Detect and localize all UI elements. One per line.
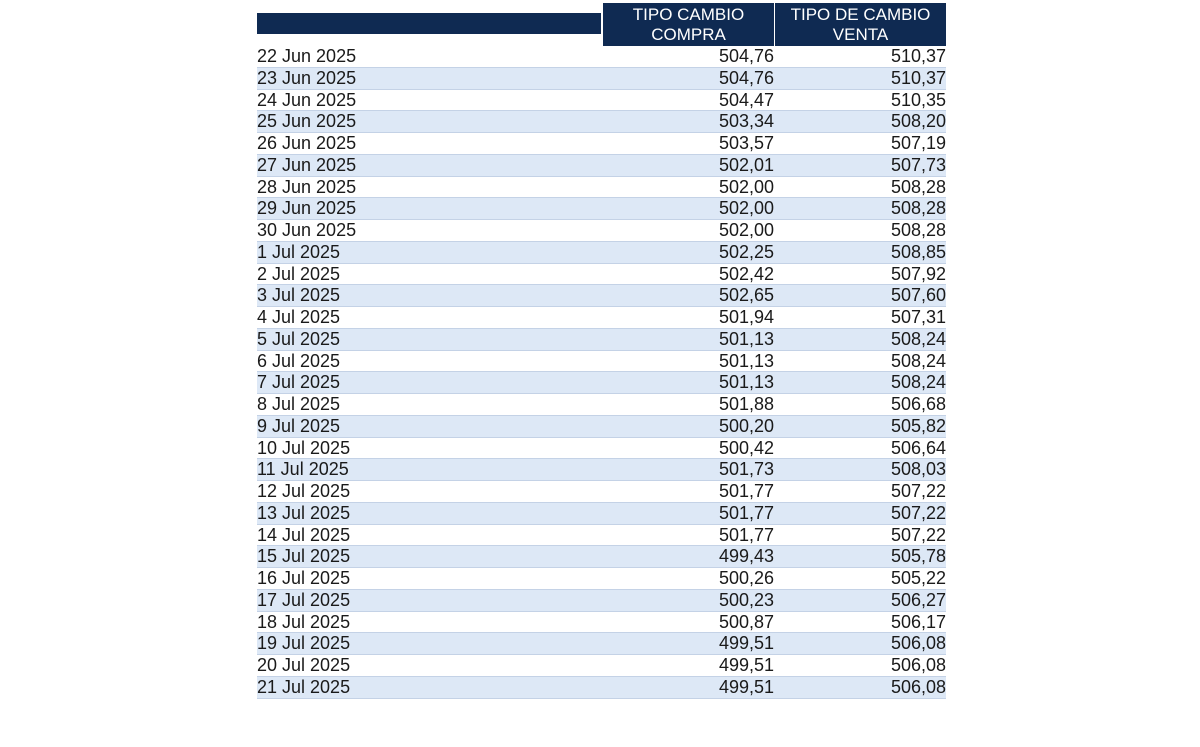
row-date: 16 Jul 2025 [257,568,351,588]
row-venta-value: 507,22 [890,481,946,501]
row-venta-value: 510,35 [890,89,946,110]
row-date: 25 Jun 2025 [257,111,357,132]
header-compra-line-2: COMPRA [651,25,726,44]
row-date: 14 Jul 2025 [257,524,351,545]
table-row [257,46,946,68]
row-compra-value: 500,20 [718,415,774,436]
table-row [257,546,946,568]
row-date: 26 Jun 2025 [257,133,357,153]
row-compra-value: 503,34 [718,111,774,132]
table-row [257,285,946,307]
table-row [257,459,946,481]
row-venta-value: 507,60 [890,285,946,306]
table-row [257,68,946,90]
header-tipo-cambio-venta [775,3,946,46]
row-venta-value: 507,31 [890,307,946,327]
row-compra-value: 501,13 [718,372,774,393]
table-row [257,438,946,460]
row-compra-value: 501,94 [718,307,774,327]
row-compra-value: 501,13 [718,350,774,371]
row-compra-value: 499,43 [718,546,774,567]
row-date: 6 Jul 2025 [257,350,341,371]
row-venta-value: 506,08 [890,633,946,654]
row-date: 28 Jun 2025 [257,176,357,197]
row-venta-value: 508,28 [890,176,946,197]
table-row [257,633,946,655]
table-row [257,177,946,199]
row-compra-value: 501,88 [718,394,774,414]
table-row [257,307,946,329]
table-row [257,416,946,438]
row-venta-value: 507,22 [890,502,946,523]
row-venta-value: 507,22 [890,524,946,545]
table-row [257,155,946,177]
row-venta-value: 510,37 [890,46,946,66]
header-tipo-cambio-compra [603,3,774,46]
row-compra-value: 504,76 [718,46,774,66]
table-row [257,372,946,394]
row-date: 22 Jun 2025 [257,46,357,66]
row-venta-value: 506,68 [890,394,946,414]
row-compra-value: 504,47 [718,89,774,110]
row-venta-value: 508,28 [890,220,946,240]
row-date: 19 Jul 2025 [257,633,351,654]
row-venta-value: 508,24 [890,372,946,393]
row-compra-value: 501,77 [718,524,774,545]
row-venta-value: 507,73 [890,154,946,175]
row-date: 27 Jun 2025 [257,154,357,175]
table-row [257,503,946,525]
table-row [257,133,946,155]
header-compra-line-1: TIPO CAMBIO [632,5,745,24]
row-date: 30 Jun 2025 [257,220,357,240]
row-compra-value: 501,77 [718,502,774,523]
row-compra-value: 502,01 [718,154,774,175]
table-row [257,220,946,242]
row-compra-value: 504,76 [718,67,774,88]
table-row [257,590,946,612]
row-compra-value: 502,25 [718,241,774,262]
row-date: 1 Jul 2025 [257,241,341,262]
row-compra-value: 499,51 [718,655,774,675]
row-venta-value: 505,78 [890,546,946,567]
row-compra-value: 503,57 [718,133,774,153]
row-compra-value: 501,73 [718,459,774,480]
table-row [257,525,946,547]
row-date: 20 Jul 2025 [257,655,351,675]
row-compra-value: 502,00 [718,198,774,219]
row-date: 2 Jul 2025 [257,263,341,284]
table-row [257,90,946,112]
row-venta-value: 507,19 [890,133,946,153]
row-compra-value: 500,26 [718,568,774,588]
row-venta-value: 506,08 [890,676,946,697]
row-venta-value: 508,24 [890,350,946,371]
row-date: 12 Jul 2025 [257,481,351,501]
row-compra-value: 502,00 [718,176,774,197]
row-date: 10 Jul 2025 [257,437,351,458]
table-row [257,264,946,286]
table-row [257,242,946,264]
row-compra-value: 501,77 [718,481,774,501]
row-venta-value: 506,27 [890,589,946,610]
row-compra-value: 499,51 [718,676,774,697]
row-compra-value: 502,65 [718,285,774,306]
header-venta-line-2: VENTA [832,25,889,44]
row-venta-value: 507,92 [890,263,946,284]
row-date: 13 Jul 2025 [257,502,351,523]
row-date: 7 Jul 2025 [257,372,341,393]
table-row [257,198,946,220]
header-venta-line-1: TIPO DE CAMBIO [790,5,931,24]
row-date: 9 Jul 2025 [257,415,341,436]
row-venta-value: 510,37 [890,67,946,88]
table-row [257,351,946,373]
table-row [257,655,946,677]
row-compra-value: 500,42 [718,437,774,458]
row-compra-value: 499,51 [718,633,774,654]
row-venta-value: 506,64 [890,437,946,458]
row-venta-value: 506,08 [890,655,946,675]
table-row [257,568,946,590]
row-date: 3 Jul 2025 [257,285,341,306]
row-date: 15 Jul 2025 [257,546,351,567]
table-row [257,481,946,503]
row-date: 8 Jul 2025 [257,394,341,414]
row-date: 4 Jul 2025 [257,307,341,327]
row-date: 21 Jul 2025 [257,676,351,697]
row-compra-value: 502,42 [718,263,774,284]
table-row [257,329,946,351]
row-date: 29 Jun 2025 [257,198,357,219]
row-date: 18 Jul 2025 [257,611,351,632]
row-venta-value: 505,22 [890,568,946,588]
row-venta-value: 508,24 [890,328,946,349]
row-date: 11 Jul 2025 [257,459,349,480]
row-date: 17 Jul 2025 [257,589,351,610]
row-compra-value: 500,87 [718,611,774,632]
row-compra-value: 500,23 [718,589,774,610]
row-venta-value: 508,20 [890,111,946,132]
row-venta-value: 506,17 [890,611,946,632]
row-date: 24 Jun 2025 [257,89,357,110]
row-date: 5 Jul 2025 [257,328,341,349]
table-body [257,46,946,699]
table-row [257,111,946,133]
table-row [257,677,946,699]
table-row [257,394,946,416]
row-venta-value: 508,85 [890,241,946,262]
table-header-date-cell [257,13,601,34]
row-date: 23 Jun 2025 [257,67,357,88]
table-row [257,612,946,634]
row-compra-value: 502,00 [718,220,774,240]
row-venta-value: 505,82 [890,415,946,436]
row-venta-value: 508,03 [890,459,946,480]
row-compra-value: 501,13 [718,328,774,349]
row-venta-value: 508,28 [890,198,946,219]
